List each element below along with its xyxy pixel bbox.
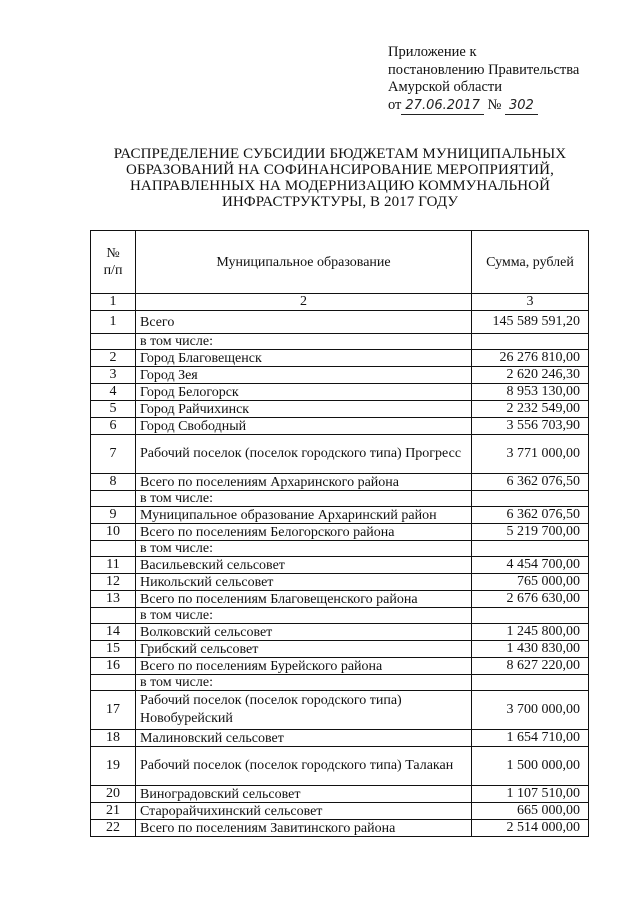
row-number: 2 [91, 350, 136, 367]
row-name: Город Белогорск [136, 384, 472, 401]
row-amount: 4 454 700,00 [472, 557, 589, 574]
row-number: 22 [91, 820, 136, 837]
table-row [91, 786, 589, 803]
row-amount: 3 771 000,00 [472, 435, 589, 474]
table-row [91, 730, 589, 747]
row-name: в том числе: [136, 608, 472, 624]
row-name: Грибский сельсовет [136, 641, 472, 658]
col-number-2: 2 [136, 294, 472, 311]
row-name: Рабочий поселок (поселок городского типа) Новобурейский [136, 691, 472, 730]
row-number: 9 [91, 507, 136, 524]
row-amount: 2 514 000,00 [472, 820, 589, 837]
row-amount: 1 107 510,00 [472, 786, 589, 803]
row-name: Всего по поселениям Завитинского района [136, 820, 472, 837]
col-number-3: 3 [472, 294, 589, 311]
row-amount: 145 589 591,20 [472, 311, 589, 334]
row-name: Волковский сельсовет [136, 624, 472, 641]
appendix-line-1: Приложение к [388, 44, 477, 60]
row-amount: 8 953 130,00 [472, 384, 589, 401]
row-amount [472, 491, 589, 507]
row-number [91, 334, 136, 350]
row-amount: 6 362 076,50 [472, 474, 589, 491]
row-number: 11 [91, 557, 136, 574]
subsidy-table [90, 230, 589, 837]
table-row [91, 507, 589, 524]
table-row [91, 641, 589, 658]
appendix-line-2: постановлению Правительства [388, 61, 580, 78]
row-number: 13 [91, 591, 136, 608]
row-number: 6 [91, 418, 136, 435]
table-row [91, 334, 589, 350]
number-prefix: № [487, 96, 502, 113]
row-name: Город Райчихинск [136, 401, 472, 418]
row-amount [472, 608, 589, 624]
table-row [91, 658, 589, 675]
row-name: в том числе: [136, 334, 472, 350]
column-number-row [91, 294, 589, 311]
title-line-4: ИНФРАСТРУКТУРЫ, В 2017 ГОДУ [221, 194, 459, 210]
row-number [91, 541, 136, 557]
row-amount: 2 676 630,00 [472, 591, 589, 608]
row-amount: 8 627 220,00 [472, 658, 589, 675]
row-name: Всего по поселениям Архаринского района [136, 474, 472, 491]
row-amount: 665 000,00 [472, 803, 589, 820]
row-amount [472, 675, 589, 691]
table-row [91, 747, 589, 786]
table-row [91, 524, 589, 541]
title-line-1: РАСПРЕДЕЛЕНИЕ СУБСИДИИ БЮДЖЕТАМ МУНИЦИПАЛЬНЫХ [113, 146, 567, 162]
table-row [91, 691, 589, 730]
appendix-line-3: Амурской области [388, 79, 502, 95]
row-number: 7 [91, 435, 136, 474]
row-amount: 2 232 549,00 [472, 401, 589, 418]
col-number-1: 1 [91, 294, 136, 311]
row-number: 3 [91, 367, 136, 384]
table-row [91, 557, 589, 574]
header-amount: Сумма, рублей [472, 231, 589, 294]
row-name: Город Благовещенск [136, 350, 472, 367]
table-header-row [91, 231, 589, 294]
row-number: 17 [91, 691, 136, 730]
appendix-block [388, 44, 579, 115]
table-row [91, 675, 589, 691]
table-row [91, 401, 589, 418]
row-amount [472, 334, 589, 350]
row-name: Всего по поселениям Бурейского района [136, 658, 472, 675]
row-name: Рабочий поселок (поселок городского типа) Прогресс [136, 435, 472, 474]
handwritten-number: 302 [505, 97, 538, 116]
table-row [91, 350, 589, 367]
row-amount: 5 219 700,00 [472, 524, 589, 541]
row-amount: 2 620 246,30 [472, 367, 589, 384]
row-amount: 1 430 830,00 [472, 641, 589, 658]
row-name: в том числе: [136, 491, 472, 507]
row-amount [472, 541, 589, 557]
row-name: Малиновский сельсовет [136, 730, 472, 747]
row-name: Васильевский сельсовет [136, 557, 472, 574]
row-name: Всего по поселениям Белогорского района [136, 524, 472, 541]
row-amount: 6 362 076,50 [472, 507, 589, 524]
table-row [91, 541, 589, 557]
table-row [91, 624, 589, 641]
row-amount: 26 276 810,00 [472, 350, 589, 367]
row-number: 18 [91, 730, 136, 747]
row-number: 20 [91, 786, 136, 803]
header-num: № п/п [91, 231, 136, 294]
row-number [91, 608, 136, 624]
row-number: 19 [91, 747, 136, 786]
table-row [91, 803, 589, 820]
row-amount: 1 654 710,00 [472, 730, 589, 747]
row-name: Муниципальное образование Архаринский район [136, 507, 472, 524]
document-title [100, 146, 580, 210]
row-number: 14 [91, 624, 136, 641]
table-row [91, 491, 589, 507]
table-row [91, 608, 589, 624]
row-name: Рабочий поселок (поселок городского типа) Талакан [136, 747, 472, 786]
table-row [91, 435, 589, 474]
row-name: в том числе: [136, 541, 472, 557]
table-row [91, 820, 589, 837]
table-row [91, 574, 589, 591]
table-row [91, 418, 589, 435]
table-row [91, 367, 589, 384]
row-amount: 3 700 000,00 [472, 691, 589, 730]
header-name: Муниципальное образование [136, 231, 472, 294]
row-amount: 765 000,00 [472, 574, 589, 591]
title-line-3: НАПРАВЛЕННЫХ НА МОДЕРНИЗАЦИЮ КОММУНАЛЬНОЙ [129, 178, 551, 194]
row-name: в том числе: [136, 675, 472, 691]
row-amount: 1 500 000,00 [472, 747, 589, 786]
row-number: 12 [91, 574, 136, 591]
row-number [91, 675, 136, 691]
row-name: Город Зея [136, 367, 472, 384]
row-number: 21 [91, 803, 136, 820]
date-prefix: от [388, 96, 402, 113]
row-number: 4 [91, 384, 136, 401]
table-row [91, 591, 589, 608]
row-number: 1 [91, 311, 136, 334]
row-number: 8 [91, 474, 136, 491]
row-number: 10 [91, 524, 136, 541]
row-number: 16 [91, 658, 136, 675]
row-amount: 1 245 800,00 [472, 624, 589, 641]
row-number: 5 [91, 401, 136, 418]
table-row [91, 474, 589, 491]
handwritten-date: 27.06.2017 [401, 97, 483, 116]
row-name: Всего [136, 311, 472, 334]
row-name: Всего по поселениям Благовещенского района [136, 591, 472, 608]
table-row [91, 384, 589, 401]
table-row [91, 311, 589, 334]
row-name: Никольский сельсовет [136, 574, 472, 591]
appendix-date-line [388, 97, 579, 116]
row-name: Старорайчихинский сельсовет [136, 803, 472, 820]
row-number [91, 491, 136, 507]
row-number: 15 [91, 641, 136, 658]
row-amount: 3 556 703,90 [472, 418, 589, 435]
row-name: Виноградовский сельсовет [136, 786, 472, 803]
title-line-2: ОБРАЗОВАНИЙ НА СОФИНАНСИРОВАНИЕ МЕРОПРИЯТИЙ, [126, 162, 554, 178]
row-name: Город Свободный [136, 418, 472, 435]
